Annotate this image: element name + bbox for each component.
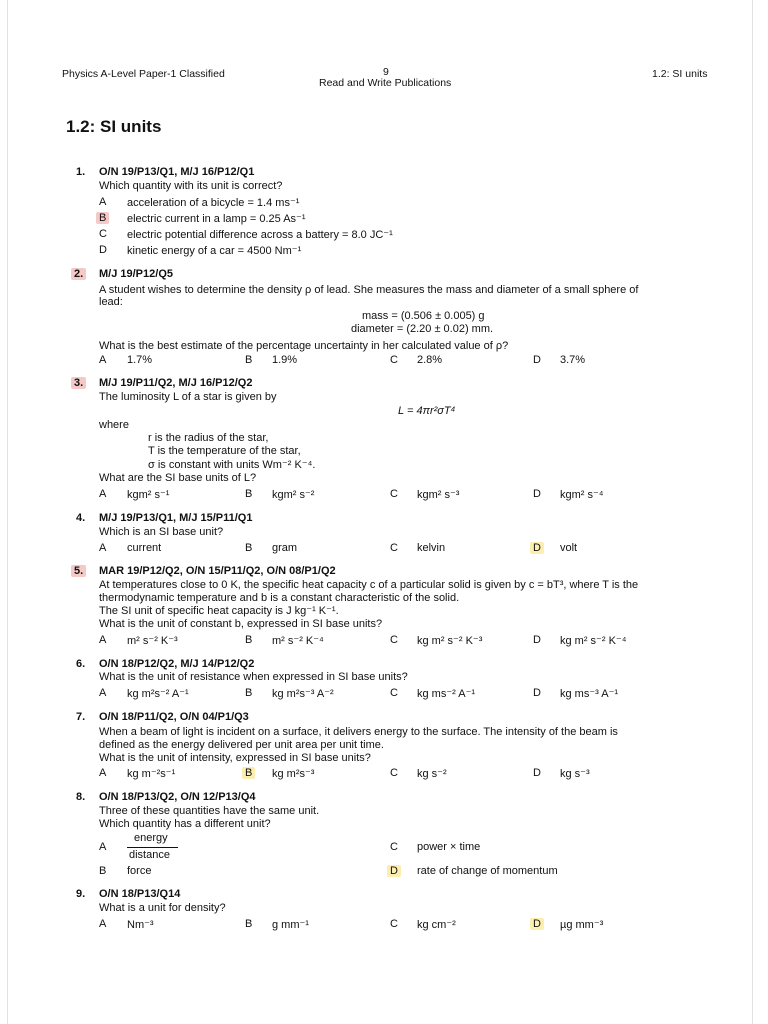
question-reference: O/N 18/P13/Q2, O/N 12/P13/Q4 <box>99 791 256 803</box>
option-letter: A <box>99 488 107 500</box>
question-prompt: Which quantity has a different unit? <box>99 818 271 830</box>
fraction-bar <box>127 847 178 848</box>
question-stem: lead: <box>99 296 123 308</box>
option-letter: A <box>99 542 107 554</box>
option-letter: D <box>533 354 541 366</box>
option-text: rate of change of momentum <box>417 865 558 877</box>
option-letter: D <box>533 687 541 699</box>
option-letter: C <box>390 542 398 554</box>
question-prompt: What are the SI base units of L? <box>99 472 257 484</box>
question-number: 7. <box>76 711 86 723</box>
option-letter: A <box>99 767 107 779</box>
question-number: 9. <box>76 888 86 900</box>
question-reference: M/J 19/P12/Q5 <box>99 268 173 280</box>
option-letter: B <box>245 634 253 646</box>
question-reference: M/J 19/P11/Q2, M/J 16/P12/Q2 <box>99 377 253 389</box>
option-letter-highlighted: B <box>96 212 109 224</box>
mass-measurement: mass = (0.506 ± 0.005) g <box>362 310 485 322</box>
option-letter: C <box>390 687 398 699</box>
option-text: µg mm⁻³ <box>560 919 604 931</box>
option-letter: A <box>99 841 107 853</box>
option-text: kg m² s⁻² K⁻³ <box>417 635 483 647</box>
option-text: kg m² s⁻² K⁻⁴ <box>560 635 627 647</box>
section-title: 1.2: SI units <box>66 117 162 136</box>
option-text: volt <box>560 542 578 554</box>
option-text: kg m²s⁻³ A⁻² <box>272 688 334 700</box>
option-text: Nm⁻³ <box>127 919 154 931</box>
option-letter: A <box>99 687 107 699</box>
option-letter: C <box>390 767 398 779</box>
option-letter-highlighted: B <box>242 767 255 779</box>
definition-line: σ is constant with units Wm⁻² K⁻⁴. <box>148 459 316 471</box>
question-number: 4. <box>76 512 86 524</box>
question-number: 1. <box>76 166 86 178</box>
question-reference: O/N 18/P11/Q2, O/N 04/P1/Q3 <box>99 711 249 723</box>
option-letter: C <box>390 634 398 646</box>
option-letter: D <box>99 244 107 256</box>
where-label: where <box>99 419 129 431</box>
option-text: kg m²s⁻² A⁻¹ <box>127 688 189 700</box>
option-text: kg ms⁻² A⁻¹ <box>417 688 476 700</box>
question-stem: defined as the energy delivered per unit area per unit time. <box>99 739 384 751</box>
fraction-numerator: energy <box>134 832 168 844</box>
question-reference: M/J 19/P13/Q1, M/J 15/P11/Q1 <box>99 512 253 524</box>
definition-line: r is the radius of the star, <box>148 432 269 444</box>
option-letter-highlighted: D <box>530 918 544 930</box>
option-letter: B <box>245 542 253 554</box>
question-reference: O/N 18/P12/Q2, M/J 14/P12/Q2 <box>99 658 255 670</box>
option-letter: A <box>99 196 107 208</box>
option-text: kgm² s⁻³ <box>417 489 460 501</box>
option-text: electric potential difference across a battery = 8.0 JC⁻¹ <box>127 229 393 241</box>
option-letter-highlighted: D <box>387 865 401 877</box>
option-letter: D <box>533 634 541 646</box>
question-stem: A student wishes to determine the density ρ of lead. She measures the mass and diameter of a small sphere of <box>99 284 639 296</box>
question-prompt: What is the best estimate of the percentage uncertainty in her calculated value of ρ? <box>99 340 509 352</box>
question-reference: MAR 19/P12/Q2, O/N 15/P11/Q2, O/N 08/P1/Q2 <box>99 565 336 577</box>
option-letter: A <box>99 634 107 646</box>
question-stem: When a beam of light is incident on a surface, it delivers energy to the surface. The intensity of the beam is <box>99 726 618 738</box>
option-text: 1.9% <box>272 354 298 366</box>
option-letter: A <box>99 918 107 930</box>
option-letter: C <box>390 918 398 930</box>
option-text: g mm⁻¹ <box>272 919 309 931</box>
option-text: kg ms⁻³ A⁻¹ <box>560 688 619 700</box>
question-number-highlighted: 2. <box>71 268 86 280</box>
option-letter: B <box>245 918 253 930</box>
question-stem: The SI unit of specific heat capacity is J kg⁻¹ K⁻¹. <box>99 605 339 617</box>
question-stem: thermodynamic temperature and b is a constant characteristic of the solid. <box>99 592 460 604</box>
option-letter: D <box>533 488 541 500</box>
question-stem: What is the unit of resistance when expressed in SI base units? <box>99 671 408 683</box>
option-letter: D <box>533 767 541 779</box>
option-text: 1.7% <box>127 354 153 366</box>
option-letter: B <box>245 488 253 500</box>
option-text: acceleration of a bicycle = 1.4 ms⁻¹ <box>127 197 300 209</box>
option-text: kelvin <box>417 542 446 554</box>
option-letter: A <box>99 354 107 366</box>
question-stem: Which quantity with its unit is correct? <box>99 180 283 192</box>
right-margin-line <box>752 0 753 1024</box>
question-number: 8. <box>76 791 86 803</box>
option-text: 2.8% <box>417 354 443 366</box>
header-left: Physics A-Level Paper-1 Classified <box>62 68 225 80</box>
option-letter: C <box>390 488 398 500</box>
option-letter: C <box>99 228 107 240</box>
header-publisher: Read and Write Publications <box>319 77 452 89</box>
option-text: kg m²s⁻³ <box>272 768 315 780</box>
question-stem: The luminosity L of a star is given by <box>99 391 277 403</box>
option-text: kgm² s⁻² <box>272 489 315 501</box>
option-text: 3.7% <box>560 354 586 366</box>
left-margin-line <box>7 0 8 1024</box>
header-right: 1.2: SI units <box>652 68 708 80</box>
option-text: kg s⁻³ <box>560 768 590 780</box>
option-letter: B <box>99 865 107 877</box>
question-stem: At temperatures close to 0 K, the specific heat capacity c of a particular solid is given by c = bT³, where T is the <box>99 579 639 591</box>
option-text: kgm² s⁻⁴ <box>560 489 604 501</box>
question-stem: Which is an SI base unit? <box>99 526 224 538</box>
option-text: kg cm⁻² <box>417 919 456 931</box>
option-text: kg m⁻²s⁻¹ <box>127 768 176 780</box>
option-text: kgm² s⁻¹ <box>127 489 170 501</box>
option-text: electric current in a lamp = 0.25 As⁻¹ <box>127 213 306 225</box>
option-letter: C <box>390 841 398 853</box>
question-reference: O/N 19/P13/Q1, M/J 16/P12/Q1 <box>99 166 255 178</box>
question-number-highlighted: 5. <box>71 565 86 577</box>
option-letter-highlighted: D <box>530 542 544 554</box>
option-letter: C <box>390 354 398 366</box>
option-text: gram <box>272 542 298 554</box>
diameter-measurement: diameter = (2.20 ± 0.02) mm. <box>351 323 494 335</box>
option-text: force <box>127 865 152 877</box>
option-letter: B <box>245 687 253 699</box>
question-prompt: What is the unit of intensity, expressed in SI base units? <box>99 752 371 764</box>
question-reference: O/N 18/P13/Q14 <box>99 888 181 900</box>
luminosity-formula: L = 4πr²σT⁴ <box>398 405 456 417</box>
definition-line: T is the temperature of the star, <box>148 445 301 457</box>
option-text: kg s⁻² <box>417 768 447 780</box>
question-number: 6. <box>76 658 86 670</box>
question-prompt: What is the unit of constant b, expressed in SI base units? <box>99 618 383 630</box>
option-text: power × time <box>417 841 481 853</box>
question-stem: Three of these quantities have the same unit. <box>99 805 320 817</box>
option-letter: B <box>245 354 253 366</box>
page-number: 9 <box>383 66 389 78</box>
option-text: current <box>127 542 162 554</box>
question-stem: What is a unit for density? <box>99 902 226 914</box>
option-text: m² s⁻² K⁻⁴ <box>272 635 324 647</box>
option-text: m² s⁻² K⁻³ <box>127 635 178 647</box>
option-text: kinetic energy of a car = 4500 Nm⁻¹ <box>127 245 302 257</box>
question-number-highlighted: 3. <box>71 377 86 389</box>
fraction-denominator: distance <box>129 849 170 861</box>
